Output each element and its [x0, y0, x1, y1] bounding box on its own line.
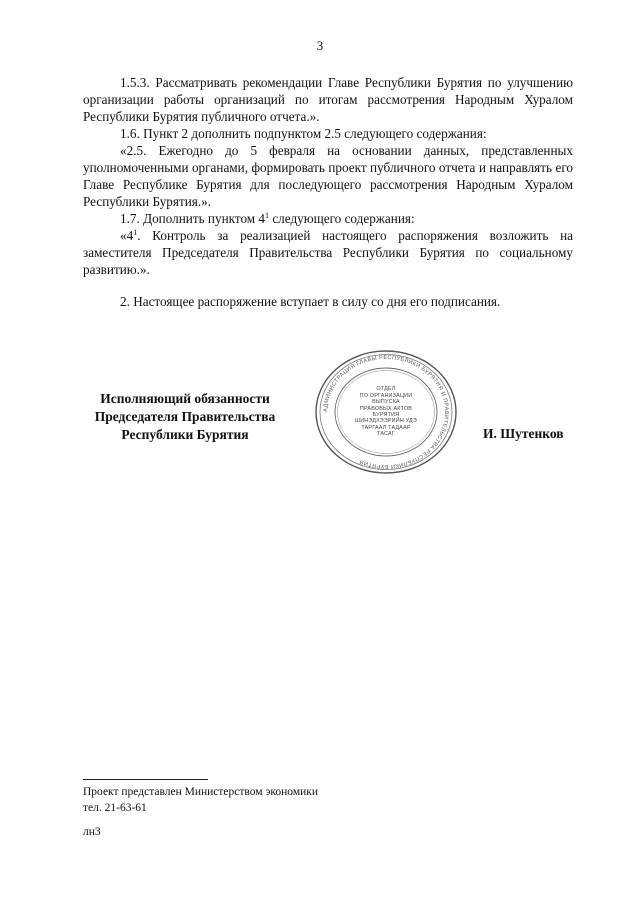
- paragraph-1-6: 1.6. Пункт 2 дополнить подпунктом 2.5 следующего содержания:: [120, 126, 487, 141]
- paragraph-1-7: [83, 210, 573, 227]
- official-seal: [313, 349, 459, 475]
- footer-phone: тел. 21-63-61: [83, 802, 147, 814]
- footer-divider: [83, 779, 208, 780]
- signatory-title-line: Председателя Правительства: [94, 409, 276, 424]
- signatory-title-line: Республики Бурятия: [121, 427, 249, 442]
- seal-inner-line: ШИНЭДХЭЭРИЙН УДЭ: [355, 418, 417, 425]
- paragraph-1-7-tail: следующего содержания:: [269, 211, 415, 226]
- paragraph-1-5-3: 1.5.3. Рассматривать рекомендации Главе Республики Бурятия по улучшению организации работы организаций по итогам рассмотрения Народным Хуралом Республики Бурятия публичного отчета.».: [83, 75, 573, 124]
- paragraph-1-7-text: 1.7. Дополнить пунктом 4: [120, 211, 266, 226]
- footer-code: лн3: [83, 826, 101, 838]
- paragraph-2-effective: 2. Настоящее распоряжение вступает в силу со дня его подписания.: [120, 294, 501, 309]
- seal-outer-text: АДМИНИСТРАЦИЯ ГЛАВЫ РЕСПУБЛИКИ БУРЯТИЯ И ПРАВИТЕЛЬСТВА РЕСПУБЛИКИ БУРЯТИЯ: [322, 354, 450, 470]
- seal-inner-line: ОТДЕЛ: [376, 386, 396, 393]
- superscript-one: 1: [265, 211, 270, 220]
- footer-note: [83, 784, 318, 840]
- signatory-title: [80, 390, 290, 444]
- paragraph-4-1: [83, 227, 573, 278]
- document-body: [83, 74, 573, 310]
- seal-inner-line: ТАРГААЛ ТАДААР: [361, 424, 411, 431]
- signatory-title-line: Исполняющий обязанности: [100, 391, 270, 406]
- page-number: 3: [316, 38, 324, 53]
- signatory-name: И. Шутенков: [483, 426, 564, 441]
- paragraph-2-5: «2.5. Ежегодно до 5 февраля на основании данных, представленных уполномоченными органами, формировать проект публичного отчета и направлять его Главе Республике Бурятия для последующего рассмотрения Народным Хуралом Республики Бурятия.».: [83, 143, 573, 209]
- footer-presented-by: Проект представлен Министерством экономики: [83, 786, 319, 798]
- seal-center: [313, 349, 459, 475]
- seal-inner-line: ТАСАГ: [377, 431, 395, 438]
- paragraph-4-1-text: . Контроль за реализацией настоящего распоряжения возложить на заместителя Председателя Правительства Республики Бурятия по социальному развитию.».: [83, 228, 573, 277]
- seal-inner-line: ВЫПУСКА: [372, 399, 400, 406]
- superscript-one: 1: [133, 228, 138, 237]
- seal-inner-line: ПРАВОВЫХ АКТОВ: [359, 405, 413, 412]
- seal-inner-line: БУРЯТИЯ: [372, 412, 400, 418]
- seal-inner-line: ПО ОРГАНИЗАЦИИ: [359, 392, 413, 399]
- paragraph-4-1-start: «4: [120, 228, 134, 243]
